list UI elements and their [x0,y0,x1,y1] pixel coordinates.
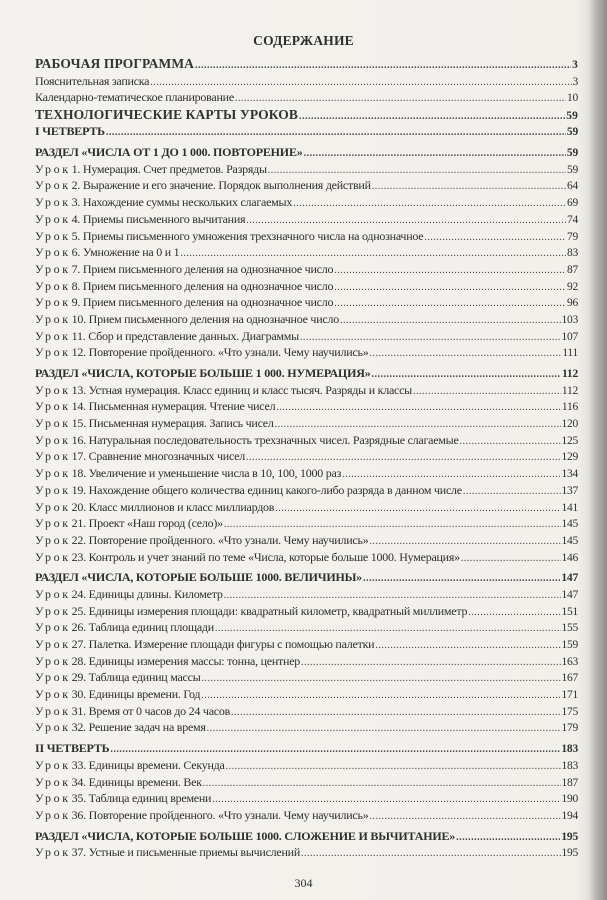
dot-leader [201,688,560,705]
toc-entry-lesson [35,398,578,415]
toc-entry-lesson [35,194,578,211]
toc-entry-page: 83 [567,247,578,260]
toc-entry-page: 69 [567,197,578,210]
toc-entry-title: 14. Письменная нумерация. Чтение чисел [71,399,276,414]
lesson-label: Урок [35,586,71,601]
toc-entry-page: 141 [561,501,578,514]
toc-entry-title: II ЧЕТВЕРТЬ [35,741,110,756]
toc-entry-page: 59 [566,147,578,160]
toc-entry-title: I ЧЕТВЕРТЬ [35,124,105,139]
dot-leader [203,776,561,793]
toc-entry-title: 37. Устные и письменные приемы вычислений [71,845,300,860]
toc-entry-page: 155 [561,622,578,635]
toc-entry-title: 22. Повторение пройденного. «Что узнали. Чему научились» [71,532,369,547]
toc-entry-title: РАЗДЕЛ «ЧИСЛА ОТ 1 ДО 1 000. ПОВТОРЕНИЕ» [35,145,303,160]
lesson-label: Урок [35,774,71,789]
toc-entry-lesson [35,344,578,361]
lesson-label: Урок [35,161,71,176]
toc-entry-lesson [35,499,578,516]
toc-entry-lesson [35,807,578,824]
lesson-label: Урок [35,261,71,276]
toc-entry-section [35,144,578,161]
toc-entry-lesson [35,432,578,449]
lesson-label: Урок [35,532,71,547]
toc-entry-lesson [35,161,578,178]
toc-entry-lesson [35,482,578,499]
toc-entry-title: 25. Единицы измерения площади: квадратный километр, квадратный миллиметр [71,603,468,618]
toc-entry-title: 27. Палетка. Измерение площади фигуры с помощью палетки [71,637,375,651]
lesson-label: Урок [35,516,71,531]
toc-entry-page: 145 [561,534,578,547]
lesson-label: Урок [35,328,71,343]
toc-entry-page: 92 [567,280,578,293]
lesson-label: Урок [35,499,71,514]
dot-leader [461,551,561,568]
toc-entry-title: 29. Таблица единиц массы [71,670,201,685]
toc-entry-page: 112 [561,368,578,380]
toc-entry-lesson [35,686,578,703]
toc-entry-title: 4. Приемы письменного вычитания [71,211,246,226]
toc-entry-title: 23. Контроль и учет знаний по теме «Числа, которые больше 1000. Нумерация» [71,549,460,564]
toc-entry-title: 11. Сбор и представление данных. Диаграммы [71,328,299,343]
toc-entry-title: 19. Нахождение общего количества единиц какого-либо разряда в данном числе [71,482,462,497]
toc-entry-page: 103 [561,313,578,326]
toc-entry-lesson [35,311,578,328]
toc-entry-page: 59 [566,126,578,139]
lesson-label: Урок [35,757,71,772]
dot-leader [340,313,561,330]
toc-entry-lesson [35,415,578,432]
toc-entry-title: 31. Время от 0 часов до 24 часов [71,703,231,718]
dot-leader [456,830,560,847]
toc-entry-lesson [35,211,578,228]
lesson-label: Урок [35,195,71,210]
dot-leader [334,263,566,280]
toc-entry-title: 26. Таблица единиц площади [71,620,214,635]
toc-entry-lesson [35,448,578,465]
toc-entry-title: 8. Прием письменного деления на однозначное число [71,278,334,293]
toc-entry-page: 147 [561,588,578,601]
dot-leader [369,346,561,363]
toc-entry-page: 79 [567,230,578,243]
toc-entry-title: 24. Единицы длины. Километр [71,586,223,601]
toc-entry-page: 116 [561,401,578,414]
dot-leader [226,759,561,776]
toc-entry-title: Пояснительная записка [35,73,150,88]
page-number: 304 [294,876,313,890]
dot-leader [195,57,571,75]
toc-entry-title: 12. Повторение пройденного. «Что узнали. Чему научились» [71,345,369,360]
toc-entry-lesson [35,653,578,670]
toc-entry-page: 64 [567,180,578,193]
toc-entry-lesson [35,294,578,311]
lesson-label: Урок [35,399,71,414]
toc-entry-page: 159 [561,639,578,651]
toc-entry-page: 129 [561,451,578,464]
toc-entry-page: 195 [561,830,578,843]
toc-entry-title: 16. Натуральная последовательность трехзначных чисел. Разрядные слагаемые [71,432,459,447]
dot-leader [424,230,566,247]
toc-entry-page: 151 [561,605,578,618]
toc-entry-page: 111 [562,347,578,360]
toc-entry-lesson [35,532,578,549]
lesson-label: Урок [35,295,71,310]
toc-entry-section [35,828,578,845]
dot-leader [275,501,560,518]
toc-entry-page: 107 [561,330,578,343]
toc-entry-sub [35,89,578,106]
lesson-label: Урок [35,345,71,360]
dot-leader [372,179,566,196]
toc-entry-page: 74 [567,213,578,226]
toc-entry-page: 59 [566,109,578,122]
toc-entry-page: 112 [561,384,578,397]
toc-entry-section [35,569,578,586]
lesson-label: Урок [35,482,71,497]
toc-entry-title: РАЗДЕЛ «ЧИСЛА, КОТОРЫЕ БОЛЬШЕ 1 000. НУМЕРАЦИЯ» [35,366,371,380]
lesson-label: Урок [35,807,71,822]
toc-entry-page: 171 [561,689,578,702]
toc-entry-page: 145 [561,518,578,531]
toc-entry-title: РАЗДЕЛ «ЧИСЛА, КОТОРЫЕ БОЛЬШЕ 1000. ВЕЛИЧИНЫ» [35,570,362,585]
dot-leader [304,146,566,163]
toc-entry-title: 34. Единицы времени. Век [71,774,202,789]
toc-entry-page: 190 [561,793,578,806]
dot-leader [293,196,566,213]
lesson-label: Урок [35,670,71,685]
dot-leader [106,125,566,142]
toc-entry-lesson [35,261,578,278]
toc-entry-major [35,106,578,124]
toc-entry-title: 35. Таблица единиц времени [71,791,212,806]
toc-entry-page: 137 [561,484,578,497]
toc-entry-lesson [35,278,578,295]
toc-entry-title: 10. Прием письменного деления на однозначное число [71,311,339,326]
toc-entry-title: Календарно-тематическое планирование [35,90,234,105]
toc-entry-page: 195 [561,847,578,860]
toc-entry-page: 167 [561,672,578,685]
toc-entry-page: 10 [567,92,578,105]
toc-entry-page: 134 [561,468,578,481]
toc-entry-section [35,365,578,382]
toc-entry-title: 5. Приемы письменного умножения трехзначного числа на однозначное [71,228,424,243]
toc-entry-page: 125 [561,434,578,447]
toc-entry-lesson [35,586,578,603]
toc-entry-major [35,55,578,73]
toc-entry-title: 20. Класс миллионов и класс миллиардов [71,499,275,514]
toc-entry-lesson [35,774,578,791]
toc-entry-page: 194 [561,809,578,822]
lesson-label: Урок [35,382,71,397]
lesson-label: Урок [35,603,71,618]
dot-leader [301,655,560,672]
toc-entry-page: 175 [561,705,578,718]
toc-entry-lesson [35,669,578,686]
toc-entry-title: 18. Увеличение и уменьшение числа в 10, 100, 1000 раз [71,466,342,481]
toc-entry-page: 120 [561,418,578,431]
toc-entry-quarter [35,740,578,757]
lesson-label: Урок [35,637,71,651]
toc-entry-lesson [35,757,578,774]
toc-entry-title: РАБОЧАЯ ПРОГРАММА [35,56,195,71]
toc-entry-lesson [35,515,578,532]
toc-entry-page: 183 [561,759,578,772]
toc-entry-page: 3 [572,59,578,71]
toc-entry-page: 183 [561,743,578,756]
toc-entry-lesson [35,328,578,345]
toc-entry-title: 7. Прием письменного деления на однозначное число [71,261,334,276]
lesson-label: Урок [35,449,71,464]
dot-leader [463,484,561,501]
toc-entry-lesson [35,382,578,399]
toc-entry-lesson [35,549,578,566]
lesson-label: Урок [35,211,71,226]
toc-entry-quarter [35,123,578,140]
page-title: СОДЕРЖАНИЕ [253,33,354,48]
toc-entry-title: ТЕХНОЛОГИЧЕСКИЕ КАРТЫ УРОКОВ [35,106,298,122]
lesson-label: Урок [35,549,71,564]
toc-entry-lesson [35,465,578,482]
toc-entry-title: 6. Умножение на 0 и 1 [71,245,180,260]
toc-entry-title: 28. Единицы измерения массы: тонна, центнер [71,653,301,668]
toc-entry-title: 9. Прием письменного деления на однозначное число [71,295,334,310]
toc-entry-lesson [35,244,578,261]
toc-entry-title: 15. Письменная нумерация. Запись чисел [71,416,274,431]
lesson-label: Урок [35,278,71,293]
toc-entry-lesson [35,844,578,861]
lesson-label: Урок [35,228,71,243]
toc-entry-lesson [35,177,578,194]
lesson-label: Урок [35,720,71,735]
lesson-label: Урок [35,432,71,447]
dot-leader [207,721,561,738]
toc-entry-lesson [35,603,578,620]
toc-entry-page: 179 [561,722,578,735]
toc-entry-page: 96 [567,297,578,310]
toc-entry-page: 147 [561,572,578,585]
toc-entry-page: 59 [567,163,578,176]
lesson-label: Урок [35,416,71,431]
toc-entry-page: 163 [561,655,578,668]
toc-entry-title: 17. Сравнение многозначных чисел [71,449,245,464]
dot-leader [468,605,560,622]
toc-entry-lesson [35,719,578,736]
dot-leader [460,434,561,451]
table-of-contents [35,55,578,861]
lesson-label: Урок [35,845,71,860]
toc-entry-lesson [35,790,578,807]
toc-entry-title: 13. Устная нумерация. Класс единиц и класс тысяч. Разряды и классы [71,382,412,397]
toc-entry-lesson [35,619,578,636]
lesson-label: Урок [35,466,71,481]
lesson-label: Урок [35,653,71,668]
lesson-label: Урок [35,311,71,326]
dot-leader [299,108,565,126]
toc-entry-title: 33. Единицы времени. Секунда [71,757,225,772]
dot-leader [334,280,566,297]
dot-leader [231,705,560,722]
dot-leader [363,571,560,588]
toc-entry-title: 3. Нахождение суммы нескольких слагаемых [71,195,293,210]
dot-leader [202,671,561,688]
lesson-label: Урок [35,687,71,702]
dot-leader [369,809,560,826]
toc-entry-title: 30. Единицы времени. Год [71,687,201,702]
toc-entry-lesson [35,703,578,720]
toc-entry-title: 36. Повторение пройденного. «Что узнали. Чему научились» [71,807,369,822]
toc-entry-title: 1. Нумерация. Счет предметов. Разряды [71,161,267,176]
dot-leader [413,384,561,401]
toc-entry-title: 21. Проект «Наш город (село)» [71,516,223,531]
dot-leader [301,846,561,863]
toc-entry-title: РАЗДЕЛ «ЧИСЛА, КОТОРЫЕ БОЛЬШЕ 1000. СЛОЖЕНИЕ И ВЫЧИТАНИЕ» [35,828,456,843]
toc-entry-page: 146 [561,551,578,564]
lesson-label: Урок [35,791,71,806]
lesson-label: Урок [35,178,71,193]
dot-leader [375,638,560,655]
lesson-label: Урок [35,245,71,260]
lesson-label: Урок [35,620,71,635]
toc-entry-sub [35,73,578,90]
toc-entry-lesson [35,636,578,653]
dot-leader [276,400,561,417]
toc-entry-page: 187 [561,776,578,789]
toc-entry-title: 2. Выражение и его значение. Порядок выполнения действий [71,178,371,193]
lesson-label: Урок [35,703,71,718]
toc-entry-page: 87 [567,263,578,276]
toc-entry-lesson [35,228,578,245]
dot-leader [334,296,566,313]
toc-entry-page: 3 [572,75,578,88]
toc-entry-title: 32. Решение задач на время [71,720,206,735]
